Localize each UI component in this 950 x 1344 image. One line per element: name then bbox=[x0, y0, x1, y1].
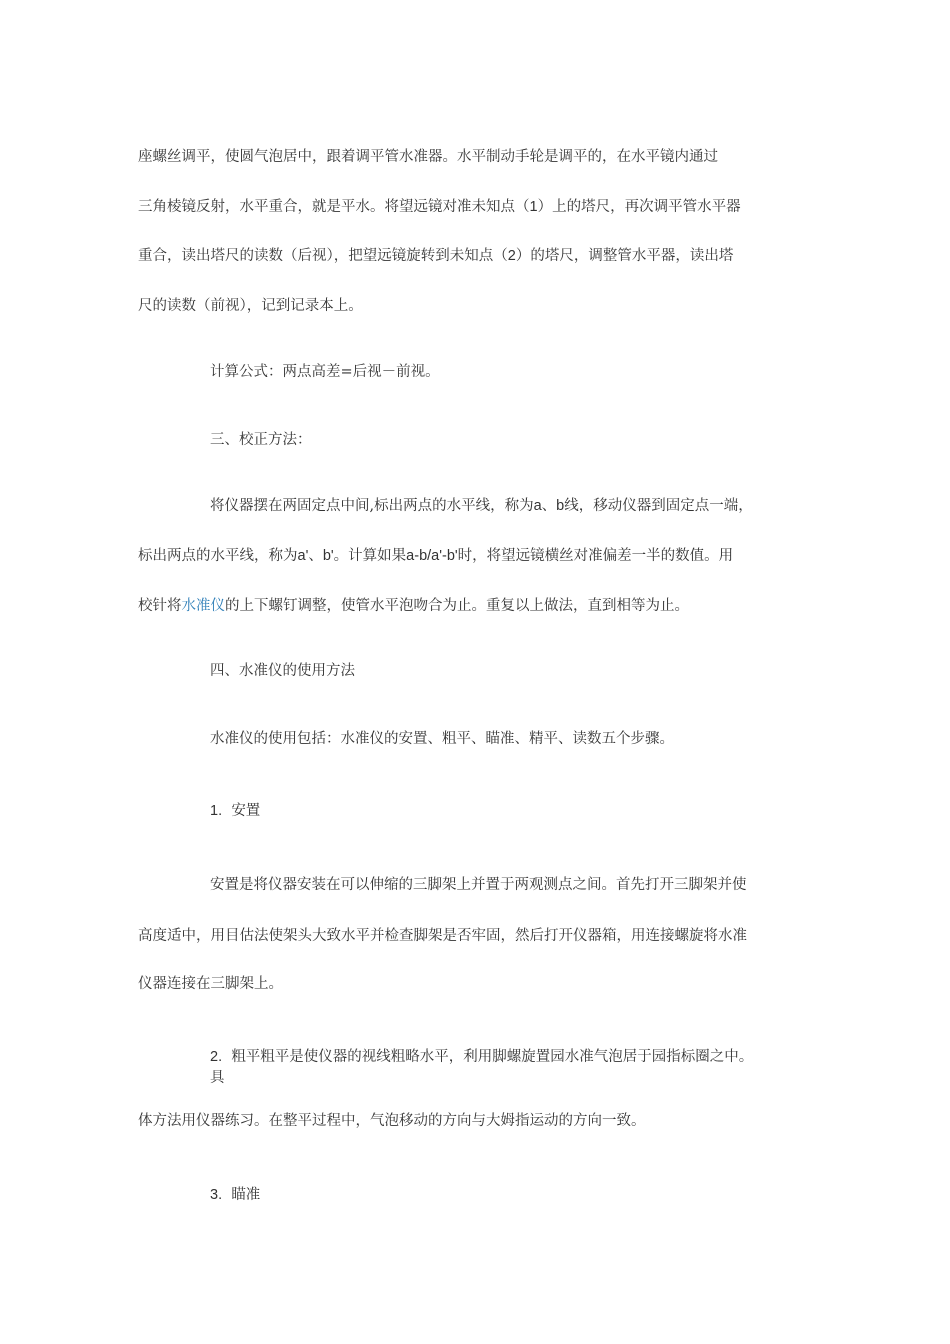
text-span: 高度适中，用目估法使架头大致水平并检查脚架是否牢固，然后打开仪器箱，用连接螺旋将水准 bbox=[138, 928, 747, 944]
step-title: 安置 bbox=[231, 803, 261, 819]
paragraph-line bbox=[210, 496, 753, 516]
formula-inline: a-b/a'-b' bbox=[406, 548, 458, 564]
text-span: 标出两点的水平线，称为 bbox=[138, 548, 298, 564]
text-span: 重合，读出塔尺的读数（后视），把望远镜旋转到未知点（ bbox=[138, 248, 508, 264]
text-span: ）上的塔尺，再次调平管水平器 bbox=[537, 199, 741, 215]
paragraph-line bbox=[138, 246, 733, 266]
step-number: 2. bbox=[210, 1049, 223, 1065]
text-span: 的上下螺钉调整，使管水平泡吻合为止。重复以上做法，直到相等为止。 bbox=[225, 598, 689, 614]
text-span: 具 bbox=[210, 1070, 225, 1086]
point-number: 2 bbox=[507, 248, 516, 264]
step-title: 瞄准 bbox=[231, 1187, 261, 1203]
text-span: 将仪器摆在两固定点中间,标出两点的水平线，称为 bbox=[210, 498, 534, 514]
text-span: 尺的读数（前视），记到记录本上。 bbox=[138, 298, 363, 314]
section-heading bbox=[210, 661, 355, 681]
text-span: 粗平粗平是使仪器的视线粗略水平，利用脚螺旋置园水准气泡居于园指标圈之中。 bbox=[231, 1049, 754, 1065]
paragraph-line bbox=[138, 926, 747, 946]
paragraph-line bbox=[210, 875, 747, 895]
formula-text: 计算公式：两点高差=后视－前视。 bbox=[210, 364, 440, 380]
text-span: 水准仪的使用包括：水准仪的安置、粗平、瞄准、精平、读数五个步骤。 bbox=[210, 731, 674, 747]
text-span: 安置是将仪器安装在可以伸缩的三脚架上并置于两观测点之间。首先打开三脚架并使 bbox=[210, 877, 747, 893]
section-title: 三、校正方法： bbox=[210, 432, 312, 448]
text-span: 座螺丝调平，使圆气泡居中，跟着调平管水准器。水平制动手轮是调平的，在水平镜内通过 bbox=[138, 149, 718, 165]
paragraph-line bbox=[138, 296, 363, 316]
text-span: 时，将望远镜横丝对准偏差一半的数值。用 bbox=[457, 548, 734, 564]
text-span: 体方法用仪器练习。在整平过程中，气泡移动的方向与大姆指运动的方向一致。 bbox=[138, 1113, 646, 1129]
text-span: 三角棱镜反射，水平重合，就是平水。将望远镜对准未知点（ bbox=[138, 199, 530, 215]
text-span: 仪器连接在三脚架上。 bbox=[138, 976, 283, 992]
level-instrument-link[interactable]: 水准仪 bbox=[181, 598, 225, 614]
text-span: ）的塔尺，调整管水平器，读出塔 bbox=[515, 248, 734, 264]
text-span: 线，移动仪器到固定点一端， bbox=[564, 498, 753, 514]
paragraph-line bbox=[210, 1068, 225, 1088]
section-title: 四、水准仪的使用方法 bbox=[210, 663, 355, 679]
point-number: 1 bbox=[529, 199, 538, 215]
paragraph-line bbox=[138, 546, 733, 566]
step-heading bbox=[210, 1047, 753, 1067]
paragraph-line bbox=[138, 197, 741, 217]
text-span: 校针将 bbox=[138, 598, 182, 614]
paragraph-line bbox=[138, 974, 283, 994]
step-heading bbox=[210, 801, 260, 821]
paragraph-line bbox=[138, 147, 718, 167]
paragraph-line bbox=[138, 1111, 646, 1131]
text-span: 。计算如果 bbox=[333, 548, 407, 564]
step-number: 3. bbox=[210, 1187, 223, 1203]
line-label: a、b bbox=[533, 498, 565, 514]
step-number: 1. bbox=[210, 803, 223, 819]
formula-line bbox=[210, 362, 440, 382]
paragraph-line bbox=[210, 729, 674, 749]
step-heading bbox=[210, 1185, 260, 1205]
paragraph-line bbox=[138, 596, 689, 616]
line-label: a'、b' bbox=[297, 548, 334, 564]
section-heading bbox=[210, 430, 312, 450]
